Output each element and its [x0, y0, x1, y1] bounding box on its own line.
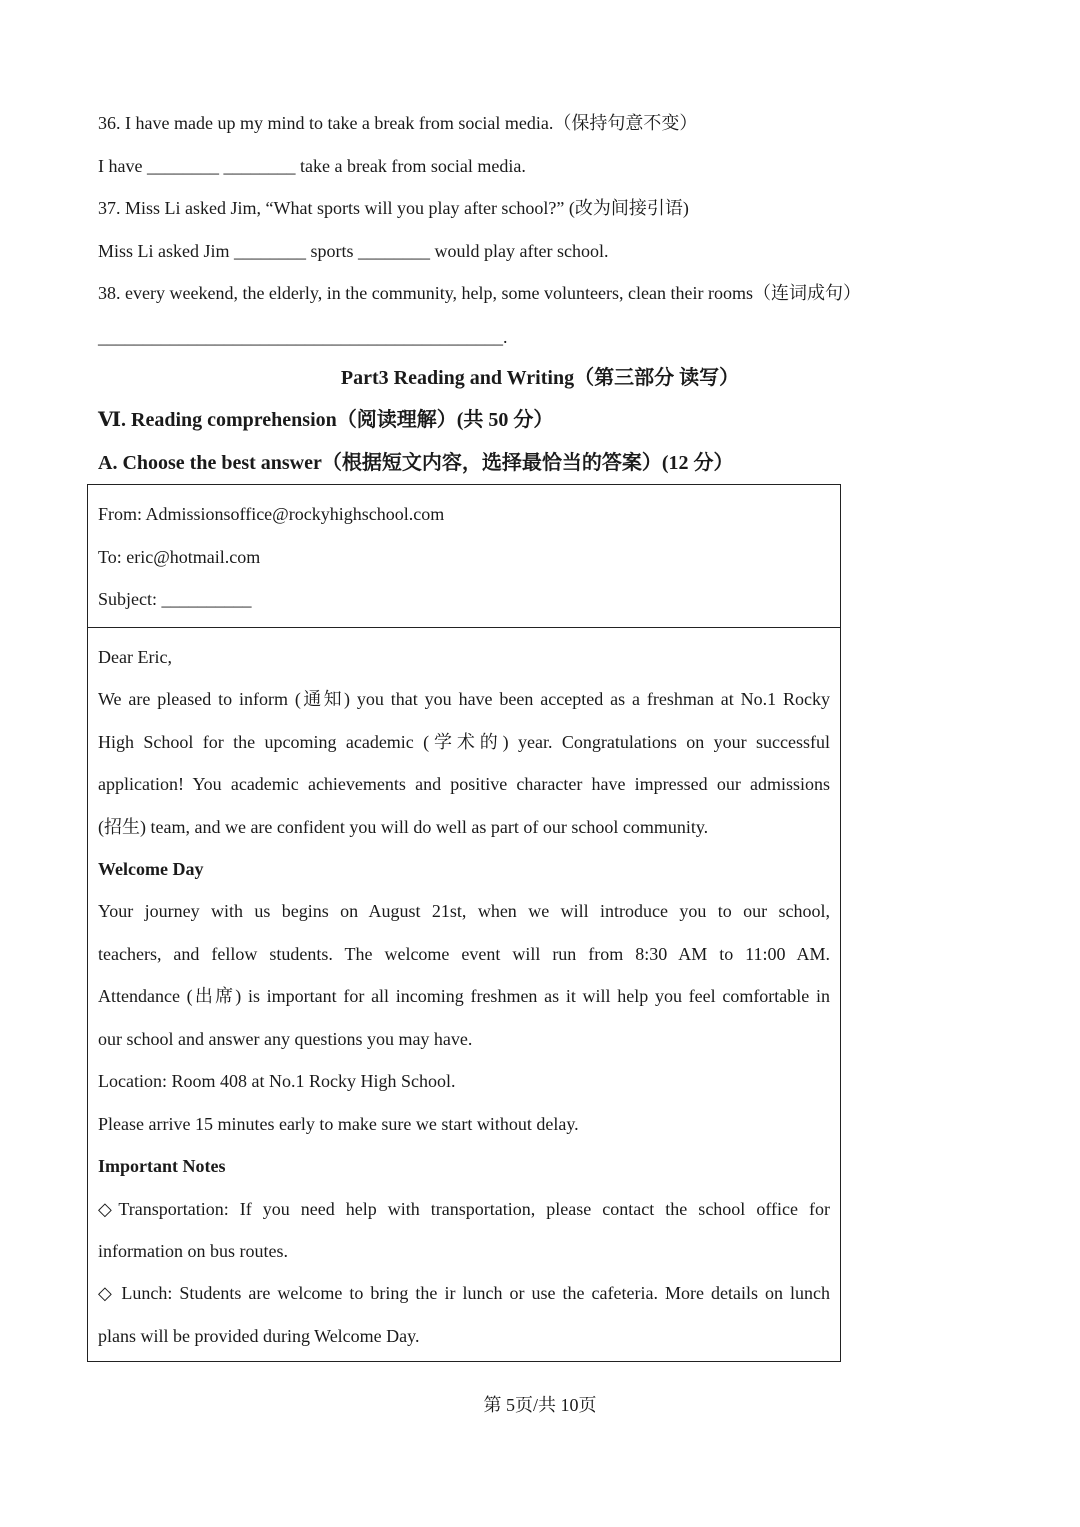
section6-title: Ⅵ. Reading comprehension（阅读理解）(共 50 分）: [98, 409, 554, 431]
email-subject: Subject: __________: [98, 589, 252, 609]
arrive-line: Please arrive 15 minutes early to make sure we start without delay.: [98, 1114, 579, 1134]
intro-line: (招生) team, and we are confident you will do well as part of our school community.: [98, 817, 709, 837]
email-box: [87, 484, 841, 1362]
intro-line: We are pleased to inform (通知) you that you have been accepted as a freshman at No.1 Rocky: [98, 689, 830, 709]
welcome-heading: Welcome Day: [98, 859, 204, 879]
lunch-line: ◇ Lunch: Students are welcome to bring the ir lunch or use the cafeteria. More details on lunch: [98, 1283, 830, 1303]
email-from: From: Admissionsoffice@rockyhighschool.com: [98, 504, 445, 524]
welcome-line: our school and answer any questions you may have.: [98, 1029, 473, 1049]
welcome-line: teachers, and fellow students. The welcome event will run from 8:30 AM to 11:00 AM.: [98, 944, 830, 964]
q36-answer: I have ________ ________ take a break from social media.: [98, 156, 526, 176]
part3-title: Part3 Reading and Writing（第三部分 读写）: [340, 367, 740, 389]
email-greeting: Dear Eric,: [98, 647, 172, 667]
page-footer: 第 5页/共 10页: [483, 1395, 597, 1415]
q37-answer: Miss Li asked Jim ________ sports ________ would play after school.: [98, 241, 609, 261]
transport-line: ◇Transportation: If you need help with transportation, please contact the school office for: [98, 1199, 830, 1219]
email-to: To: eric@hotmail.com: [98, 547, 261, 567]
q38-prompt: 38. every weekend, the elderly, in the community, help, some volunteers, clean their rooms（连词成句）: [98, 283, 861, 303]
sectionA-title: A. Choose the best answer（根据短文内容，选择最恰当的答案）(12 分）: [98, 452, 734, 474]
transport-line: information on bus routes.: [98, 1241, 288, 1261]
intro-line: application! You academic achievements and positive character have impressed our admissions: [98, 774, 830, 794]
notes-heading: Important Notes: [98, 1156, 226, 1176]
welcome-line: Attendance (出席) is important for all incoming freshmen as it will help you feel comfortable in: [98, 986, 830, 1006]
lunch-line: plans will be provided during Welcome Day.: [98, 1326, 420, 1346]
q36-prompt: 36. I have made up my mind to take a break from social media.（保持句意不变）: [98, 113, 698, 133]
header-divider: [88, 627, 840, 628]
welcome-line: Your journey with us begins on August 21st, when we will introduce you to our school,: [98, 901, 830, 921]
location-line: Location: Room 408 at No.1 Rocky High School.: [98, 1071, 456, 1091]
q38-answer: _____________________________________________.: [98, 327, 508, 347]
q37-prompt: 37. Miss Li asked Jim, “What sports will you play after school?” (改为间接引语): [98, 198, 689, 218]
intro-line: High School for the upcoming academic (学术的) year. Congratulations on your successful: [98, 732, 830, 752]
